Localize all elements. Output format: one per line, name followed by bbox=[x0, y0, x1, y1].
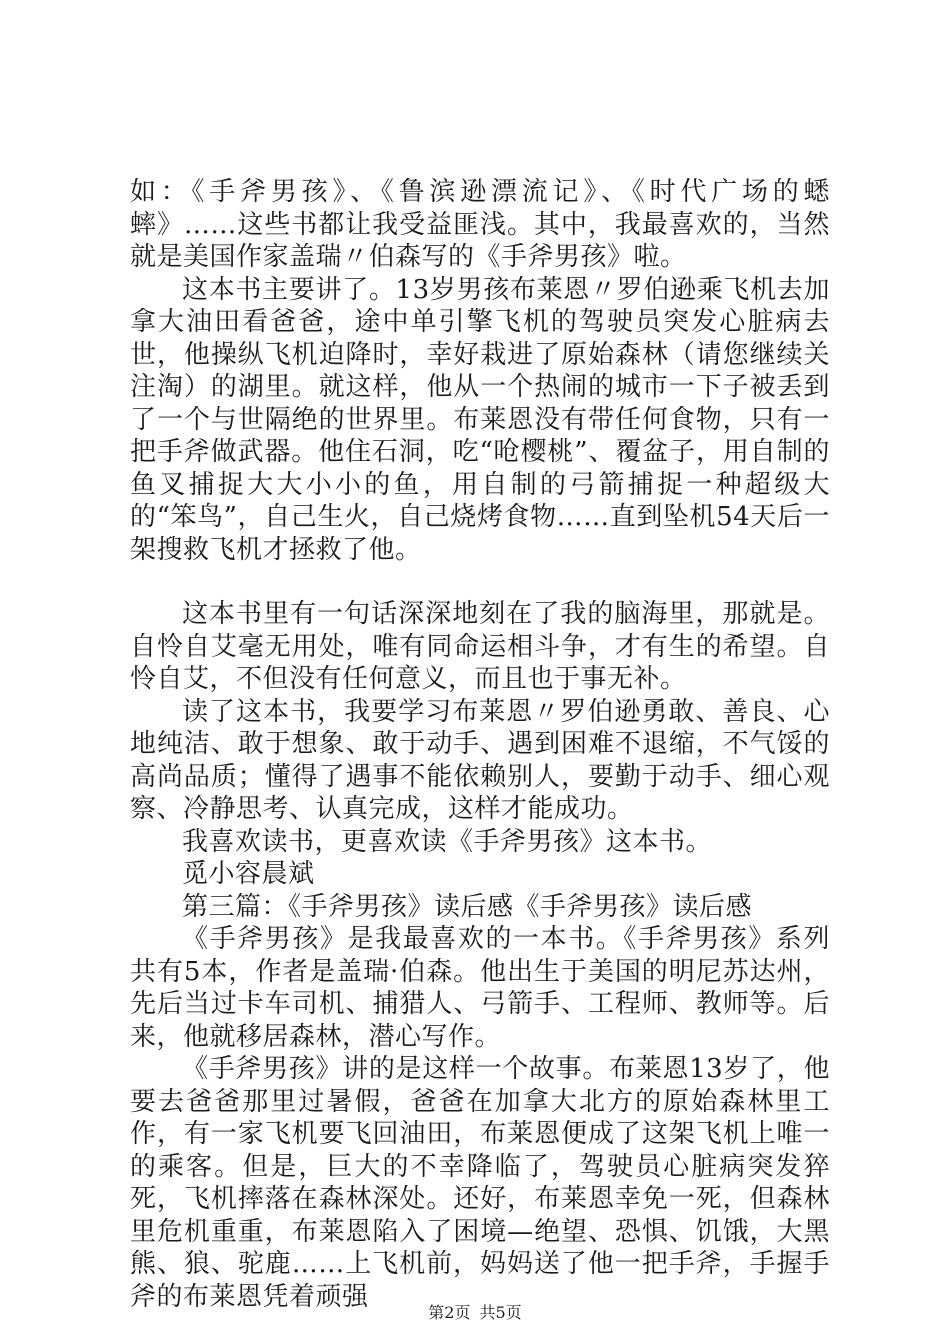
paragraph-book-list: 如：《手斧男孩》、《鲁滨逊漂流记》、《时代广场的蟋蟀》……这些书都让我受益匪浅。其中，我最喜欢的，当然就是美国作家盖瑞〃伯森写的《手斧男孩》啦。 bbox=[130, 177, 830, 272]
paragraph-author-name: 觅小容晨斌 bbox=[182, 859, 315, 889]
section-heading: 第三篇：《手斧男孩》读后感《手斧男孩》读后感 bbox=[182, 891, 753, 922]
paragraph-lessons: 读了这本书，我要学习布莱恩〃罗伯逊勇敢、善良、心地纯洁、敢于想象、敢于动手、遇到困难不退缩，不气馁的高尚品质；懂得了遇事不能依赖别人，要勤于动手、细心观察、冷静思考、认真完成，这样才能成功。 bbox=[130, 696, 830, 824]
paragraph-conclusion: 我喜欢读书，更喜欢读《手斧男孩》这本书。 bbox=[182, 826, 713, 857]
paragraph-gap bbox=[130, 566, 830, 598]
paragraph-intro: 《手斧男孩》是我最喜欢的一本书。《手斧男孩》系列共有5本，作者是盖瑞·伯森。他出生于美国的明尼苏达州，先后当过卡车司机、捕猎人、弓箭手、工程师、教师等。后来，他就移居森林，潜心写作。 bbox=[130, 924, 830, 1052]
paragraph-summary: 这本书主要讲了。13岁男孩布莱恩〃罗伯逊乘飞机去加拿大油田看爸爸，途中单引擎飞机的驾驶员突发心脏病去世，他操纵飞机迫降时，幸好栽进了原始森林（请您继续关注淘）的湖里。就这样，他从一个热闹的城市一下子被丢到了一个与世隔绝的世界里。布莱恩没有带任何食物，只有一把手斧做武器。他住石洞，吃“呛樱桃”、覆盆子，用自制的鱼叉捕捉大大小小的鱼，用自制的弓箭捕捉一种超级大的“笨鸟”，自己生火，自己烧烤食物……直到坠机54天后一架搜救飞机才拯救了他。 bbox=[130, 274, 830, 565]
paragraph-quote: 这本书里有一句话深深地刻在了我的脑海里，那就是。自怜自艾毫无用处，唯有同命运相斗争，才有生的希望。自怜自艾，不但没有任何意义，而且也于事无补。 bbox=[130, 599, 830, 694]
page-number: 第2页 bbox=[428, 1303, 471, 1322]
page-footer bbox=[0, 1300, 950, 1323]
document-body bbox=[130, 176, 830, 1313]
paragraph-story: 《手斧男孩》讲的是这样一个故事。布莱恩13岁了，他要去爸爸那里过暑假，爸爸在加拿大北方的原始森林里工作，有一家飞机要飞回油田，布莱恩便成了这架飞机上唯一的乘客。但是，巨大的不幸降临了，驾驶员心脏病突发猝死，飞机摔落在森林深处。还好，布莱恩幸免一死，但森林里危机重重，布莱恩陷入了困境—绝望、恐惧、饥饿，大黑熊、狼、驼鹿……上飞机前，妈妈送了他一把手斧，手握手斧的布莱恩凭着顽强 bbox=[130, 1054, 830, 1312]
page-total: 共5页 bbox=[479, 1303, 522, 1322]
